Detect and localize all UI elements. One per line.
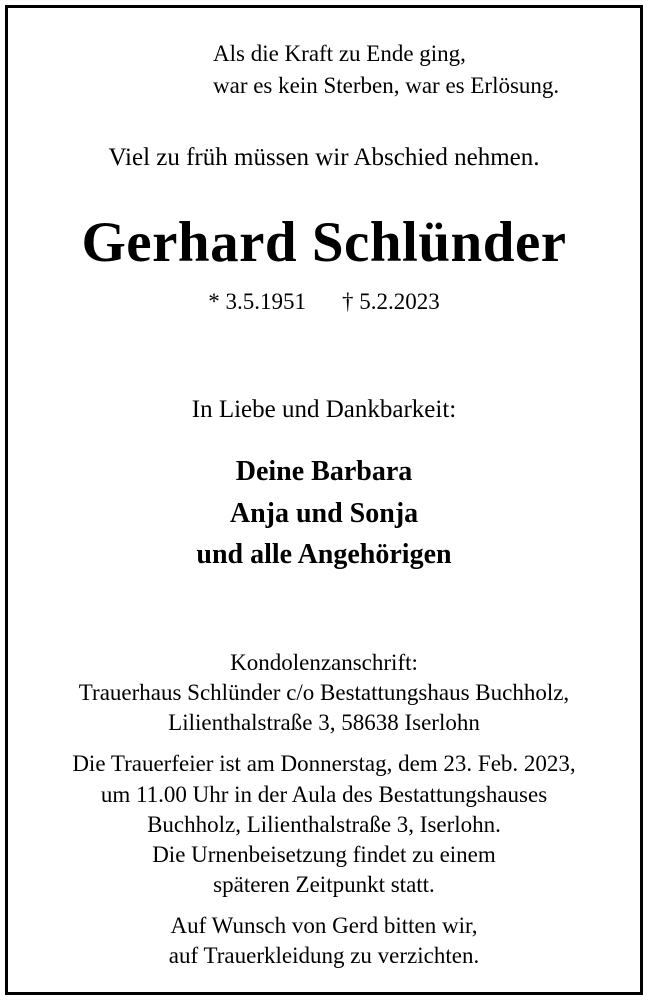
ceremony-line-4: Die Urnenbeisetzung findet zu einem [152, 842, 496, 867]
ceremony-line-3: Buchholz, Lilienthalstraße 3, Iserlohn. [147, 812, 501, 837]
ceremony-line-1: Die Trauerfeier ist am Donnerstag, dem 23. Feb. 2023, [72, 751, 576, 776]
death-date: † 5.2.2023 [342, 289, 440, 314]
deceased-name: Gerhard Schlünder [81, 211, 567, 274]
intro-text: Viel zu früh müssen wir Abschied nehmen. [108, 144, 540, 171]
thanks-text: In Liebe und Dankbarkeit: [191, 396, 457, 423]
wish-line-2: auf Trauerkleidung zu verzichten. [168, 943, 480, 968]
ceremony-line-5: späteren Zeitpunkt statt. [213, 872, 435, 897]
condolence-label: Kondolenzanschrift: [230, 650, 418, 675]
wish-line-1: Auf Wunsch von Gerd bitten wir, [170, 913, 478, 938]
life-dates [0, 290, 648, 313]
family-line-1: Deine Barbara [235, 456, 413, 487]
family-line-2: Anja und Sonja [229, 498, 419, 529]
condolence-line-1: Trauerhaus Schlünder c/o Bestattungshaus Buchholz, [78, 680, 570, 705]
ceremony-line-2: um 11.00 Uhr in der Aula des Bestattungshauses [100, 782, 548, 807]
family-line-3: und alle Angehörigen [196, 539, 452, 570]
birth-date: * 3.5.1951 [208, 289, 306, 314]
condolence-line-2: Lilienthalstraße 3, 58638 Iserlohn [168, 710, 480, 735]
motto-line-1: Als die Kraft zu Ende ging, [213, 41, 466, 66]
motto-line-2: war es kein Sterben, war es Erlösung. [213, 73, 560, 98]
